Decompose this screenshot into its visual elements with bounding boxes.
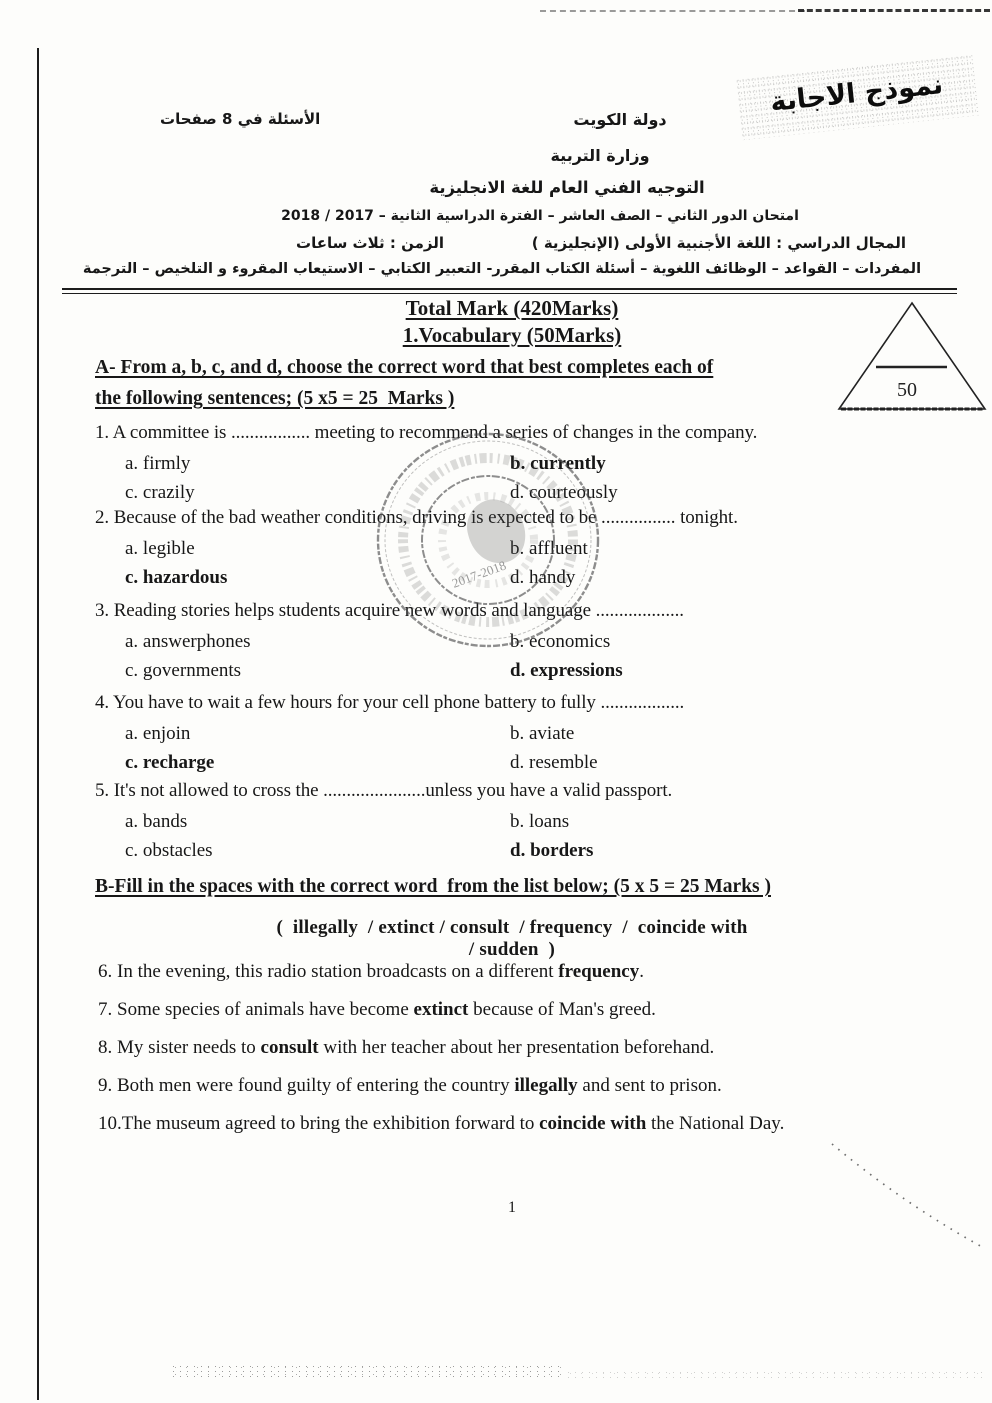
- header-subject: المجال الدراسي : اللغة الأجنبية الأولى (الإنجليزية ): [531, 234, 906, 252]
- question-options: [125, 449, 940, 507]
- fill-sentence-6: [98, 960, 958, 983]
- sentence-answer: frequency: [558, 961, 640, 982]
- question-text: 5. It's not allowed to cross the ......................unless you have a valid passport.: [95, 780, 673, 801]
- question-text: 2. Because of the bad weather conditions, driving is expected to be ................ tonight.: [95, 507, 738, 528]
- answer-key-stamp: [735, 54, 978, 141]
- option-b: b. loans: [510, 811, 570, 832]
- bottom-noise-band-left: [170, 1364, 565, 1380]
- sentence-post: because of Man's greed.: [468, 999, 656, 1020]
- question-options: [125, 534, 940, 592]
- total-mark-title: [406, 296, 619, 321]
- question-3: [95, 598, 940, 685]
- section-a-heading: [95, 352, 835, 414]
- option-b: b. economics: [510, 631, 611, 652]
- sentence-answer: coincide with: [539, 1113, 647, 1134]
- sentence-post: the National Day.: [646, 1113, 785, 1134]
- option-b: b. currently: [510, 453, 606, 474]
- sentence-pre: 9. Both men were found guilty of entering the country: [98, 1075, 515, 1096]
- corner-dotted-curve: [822, 1136, 992, 1262]
- section-b-heading-text: B-Fill in the spaces with the correct word from the list below; (5 x 5 = 25 Marks ): [95, 876, 771, 897]
- sentence-post: .: [639, 961, 644, 982]
- question-options: [125, 627, 940, 685]
- header-exam-info: امتحان الدور الثاني – الصف العاشر – الفترة الدراسية الثانية – 2017 / 2018: [281, 208, 799, 224]
- sentence-pre: 10.The museum agreed to bring the exhibition forward to: [98, 1113, 540, 1134]
- sentence-pre: 8. My sister needs to: [98, 1037, 261, 1058]
- section-a-heading-line1: A- From a, b, c, and d, choose the correct word that best completes each of: [95, 357, 714, 378]
- option-a: a. answerphones: [125, 631, 251, 652]
- question-options: [125, 719, 940, 777]
- score-triangle: [833, 299, 991, 413]
- question-2: [95, 505, 940, 592]
- question-text: 4. You have to wait a few hours for your cell phone battery to fully ..................: [95, 692, 685, 713]
- option-d: d. borders: [510, 840, 594, 861]
- header-ministry: وزارة التربية: [550, 146, 650, 165]
- option-d: d. courteously: [510, 482, 618, 503]
- vocabulary-title-text: 1.Vocabulary (50Marks): [402, 323, 622, 347]
- option-c: c. crazily: [125, 482, 195, 503]
- header-pages-note: الأسئلة في 8 صفحات: [160, 110, 321, 128]
- total-mark-text: Total Mark (420Marks): [405, 296, 619, 320]
- sentence-answer: consult: [260, 1037, 319, 1058]
- sentence-answer: extinct: [413, 999, 469, 1020]
- option-c: c. obstacles: [125, 840, 213, 861]
- stamp-year-text: 2017-2018: [449, 557, 508, 591]
- page-number: 1: [508, 1199, 516, 1216]
- question-text: 1. A committee is ................. meeting to recommend a series of changes in the company.: [95, 422, 758, 443]
- option-b: b. aviate: [510, 723, 575, 744]
- fill-sentence-10: [98, 1112, 958, 1135]
- option-d: d. handy: [510, 567, 576, 588]
- option-a: a. firmly: [125, 453, 191, 474]
- word-bank: ( illegally / extinct / consult / frequency / coincide with / sudden ): [276, 917, 753, 960]
- option-c: c. hazardous: [125, 567, 228, 588]
- question-text: 3. Reading stories helps students acquire new words and language ...................: [95, 600, 684, 621]
- option-d: d. resemble: [510, 752, 598, 773]
- header-state: دولة الكويت: [573, 110, 667, 129]
- sentence-post: with her teacher about her presentation beforehand.: [318, 1037, 715, 1058]
- section-a-heading-line2: the following sentences; (5 x5 = 25 Marks ): [95, 388, 455, 409]
- section-b-heading: [95, 876, 771, 898]
- question-5: [95, 778, 940, 865]
- left-edge-scan-line: [37, 48, 39, 1400]
- sentence-pre: 6. In the evening, this radio station broadcasts on a different: [98, 961, 559, 982]
- question-1: [95, 420, 940, 507]
- sentence-answer: illegally: [514, 1075, 578, 1096]
- header-duration: الزمن : ثلاث ساعات: [296, 234, 444, 252]
- top-edge-dashed-line-dark: [798, 9, 990, 12]
- option-d: d. expressions: [510, 660, 623, 681]
- bottom-noise-band-right: [565, 1370, 985, 1379]
- fill-sentence-7: [98, 998, 958, 1021]
- fill-sentence-9: [98, 1074, 958, 1097]
- answer-key-stamp-text: نموذج الاجابة: [768, 69, 945, 118]
- sentence-post: and sent to prison.: [577, 1075, 722, 1096]
- sentence-pre: 7. Some species of animals have become: [98, 999, 414, 1020]
- fill-sentence-8: [98, 1036, 958, 1059]
- header-components: المفردات – القواعد – الوظائف اللغوية – أسئلة الكتاب المقرر- التعبير الكتابي – الاستيعاب المقروء و التلخيص – الترجمة: [82, 261, 922, 277]
- option-a: a. enjoin: [125, 723, 191, 744]
- header-divider-rule: [62, 288, 957, 294]
- question-options: [125, 807, 940, 865]
- option-b: b. affluent: [510, 538, 588, 559]
- top-edge-dashed-line: [540, 10, 805, 12]
- header-directorate: التوجيه الفني العام للغة الانجليزية: [429, 178, 705, 197]
- option-a: a. bands: [125, 811, 188, 832]
- vocabulary-section-title: [403, 323, 622, 348]
- option-c: c. recharge: [125, 752, 215, 773]
- option-c: c. governments: [125, 660, 242, 681]
- question-4: [95, 690, 940, 777]
- score-triangle-value: 50: [897, 379, 917, 401]
- option-a: a. legible: [125, 538, 195, 559]
